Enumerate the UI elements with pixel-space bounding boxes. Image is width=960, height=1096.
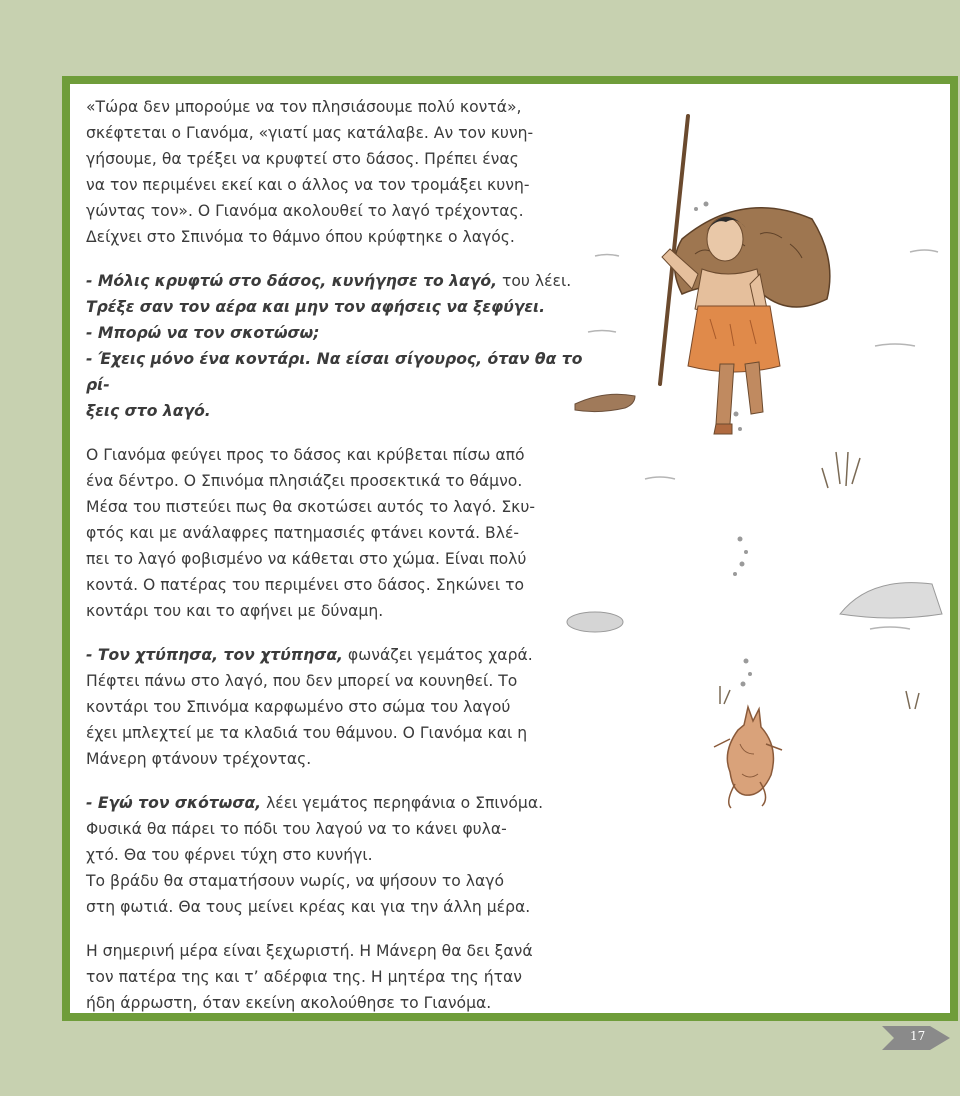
text-line: τον πατέρα της και τ’ αδέρφια της. Η μητέρα της ήταν — [86, 968, 522, 986]
text-line: να τον περιμένει εκεί και ο άλλος να τον τρομάξει κυνη- — [86, 176, 530, 194]
narration-text: φωνάζει γεμάτος χαρά. — [342, 646, 533, 664]
text-line: Δείχνει στο Σπινόμα το θάμνο όπου κρύφτηκε ο λαγός. — [86, 228, 515, 246]
dialogue-line: - Έχεις μόνο ένα κοντάρι. Να είσαι σίγουρος, όταν θα το ρί- — [86, 350, 583, 394]
text-line: γώντας τον». Ο Γιανόμα ακολουθεί το λαγό τρέχοντας. — [86, 202, 524, 220]
paragraph-6 — [86, 938, 596, 1013]
narration-text: του λέει. — [497, 272, 572, 290]
narration-text: λέει γεμάτος περηφάνια ο Σπινόμα. — [261, 794, 544, 812]
text-line: έχει μπλεχτεί με τα κλαδιά του θάμνου. Ο Γιανόμα και η — [86, 724, 528, 742]
paragraph-3 — [86, 442, 596, 624]
text-line: στη φωτιά. Θα τους μείνει κρέας και για την άλλη μέρα. — [86, 898, 531, 916]
running-hare-icon — [714, 707, 782, 808]
text-line: Πέφτει πάνω στο λαγό, που δεν μπορεί να κουνηθεί. Το — [86, 672, 518, 690]
text-line: Μάνερη φτάνουν τρέχοντας. — [86, 750, 312, 768]
page-number-badge — [882, 1022, 952, 1054]
dialogue-text: - Μόλις κρυφτώ στο δάσος, κυνήγησε το λαγό, — [86, 272, 498, 290]
book-page — [70, 84, 950, 1013]
text-line: κοντά. Ο πατέρας του περιμένει στο δάσος. Σηκώνει το — [86, 576, 525, 594]
text-line: σκέφτεται ο Γιανόμα, «γιατί μας κατάλαβε. Αν τον κυνη- — [86, 124, 534, 142]
dialogue-text: - Τον χτύπησα, τον χτύπησα, — [86, 646, 343, 664]
text-line: Μέσα του πιστεύει πως θα σκοτώσει αυτός το λαγό. Σκυ- — [86, 498, 536, 516]
dialogue-text: - Εγώ τον σκότωσα, — [86, 794, 262, 812]
text-line: ένα δέντρο. Ο Σπινόμα πλησιάζει προσεκτικά το θάμνο. — [86, 472, 523, 490]
text-line: κοντάρι του Σπινόμα καρφωμένο στο σώμα του λαγού — [86, 698, 511, 716]
text-line: Η σημερινή μέρα είναι ξεχωριστή. Η Μάνερη θα δει ξανά — [86, 942, 533, 960]
text-line: Το βράδυ θα σταματήσουν νωρίς, να ψήσουν το λαγό — [86, 872, 504, 890]
page-number: 17 — [910, 1029, 926, 1043]
page-frame — [62, 76, 958, 1021]
text-line: ήδη άρρωστη, όταν εκείνη ακολούθησε το Γιανόμα. — [86, 994, 492, 1012]
text-line: Φυσικά θα πάρει το πόδι του λαγού να το κάνει φυλα- — [86, 820, 507, 838]
text-line — [86, 790, 596, 816]
paragraph-5 — [86, 790, 596, 920]
paragraph-4 — [86, 642, 596, 772]
story-text — [86, 94, 596, 1013]
text-line: κοντάρι του και το αφήνει με δύναμη. — [86, 602, 384, 620]
paragraph-2 — [86, 268, 596, 424]
text-line — [86, 268, 596, 294]
text-line: χτό. Θα του φέρνει τύχη στο κυνήγι. — [86, 846, 373, 864]
text-line: «Τώρα δεν μπορούμε να τον πλησιάσουμε πολύ κοντά», — [86, 98, 522, 116]
dialogue-line: ξεις στο λαγό. — [86, 402, 211, 420]
text-line: Ο Γιανόμα φεύγει προς το δάσος και κρύβεται πίσω από — [86, 446, 525, 464]
text-line: φτός και με ανάλαφρες πατημασιές φτάνει κοντά. Βλέ- — [86, 524, 520, 542]
dialogue-line: - Μπορώ να τον σκοτώσω; — [86, 324, 320, 342]
grass-tuft-icon — [720, 452, 919, 709]
text-line — [86, 642, 596, 668]
rock-icon — [567, 394, 942, 632]
paragraph-1 — [86, 94, 596, 250]
text-line: γήσουμε, θα τρέξει να κρυφτεί στο δάσος. Πρέπει ένας — [86, 150, 519, 168]
hunter-with-spear-icon — [662, 208, 830, 434]
dialogue-line: Τρέξε σαν τον αέρα και μην τον αφήσεις να ξεφύγει. — [86, 298, 546, 316]
text-line: πει το λαγό φοβισμένο να κάθεται στο χώμα. Είναι πολύ — [86, 550, 527, 568]
